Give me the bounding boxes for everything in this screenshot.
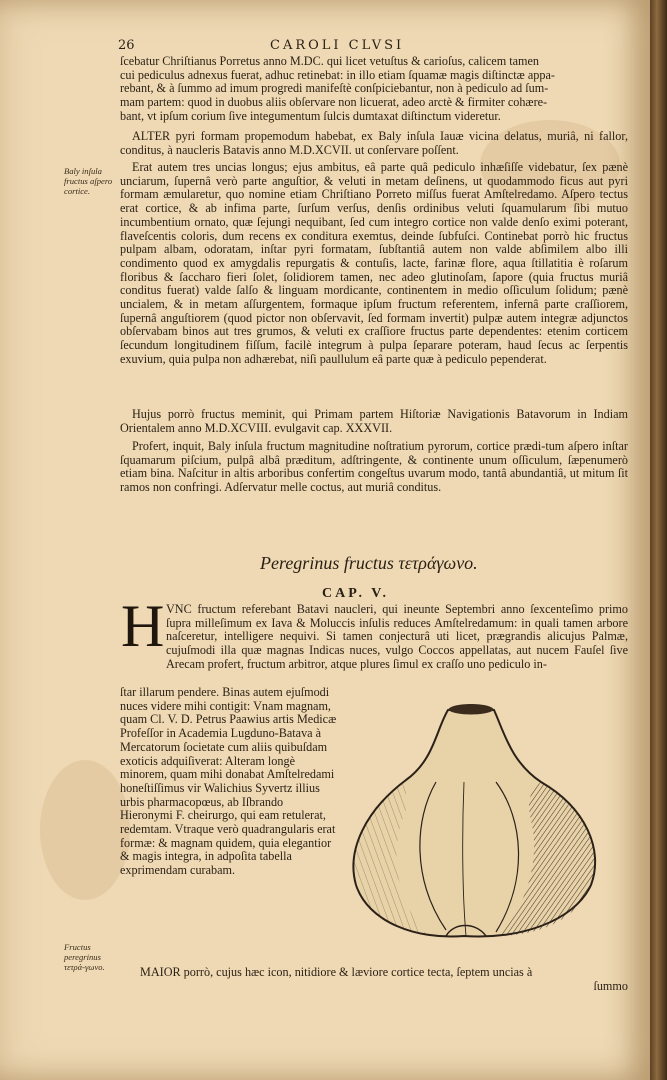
hujus-text: Hujus porrò fructus meminit, qui Primam partem Hiſtoriæ Navigationis Batavorum in Indiam Orientalem anno M.D.XCVIII. evulgavit cap. XXXVII.: [120, 407, 628, 435]
chapter-number: CAP. V.: [322, 586, 390, 601]
profert-paragraph: [120, 440, 628, 495]
fruit-body: [353, 704, 595, 937]
text-line: cui pediculus adnexus fuerat, adhuc retinebat: in illo etiam ſquamæ magis diſtinctæ appa-: [120, 67, 555, 82]
paper-stain: [40, 760, 130, 900]
hujus-paragraph: [120, 408, 628, 435]
profert-text: Profert, inquit, Baly inſula fructum magnitudine noſtratium pyrorum, cortice prædi-tum aſpero inſtar ſquamarum piſcium, pulpâ albâ præditum, adſtringente, & continente unum oſſiculum, ſæpenumerò etiam bina. Naſcitur in altis arboribus confertim congeſtus uvarum modo, tantâ abundantiâ, ut mitum ſit ramos non confringi. Adſervatur melle coctus, aut muriâ conditus.: [120, 439, 628, 495]
opening-text: VNC fructum referebant Batavi naucleri, qui ineunte Septembri anno ſexcenteſimo primo ſupra milleſimum ex Iava & Moluccis inſulis reduces Amſtelredamum: in quali tamen arbore naſceretur, intelligere nequivi. Si tamen conjecturâ uti licet, prægrandis alicujus Palmæ, cujuſmodi illa quæ magnas Indicas nuces, vulgo Coccos appellatas, aut nucem Fauſel ſive Arecam profert, fructum arbitror, atque plures ſimul ex craſſo uno pediculo in-: [166, 602, 628, 671]
alter-paragraph: [120, 130, 628, 157]
alter-text: ALTER pyri formam propemodum habebat, ex Baly inſula Iauæ vicina delatus, muriâ, ni fallor, conditus, à naucleris Batavis anno M.D.XCVII. ut conſervare poſſent.: [120, 129, 628, 157]
catchword: ſummo: [593, 978, 628, 993]
erat-paragraph: [120, 161, 628, 367]
erat-text: Erat autem tres uncias longus; ejus ambitus, eâ parte quâ pediculo inhæſiſſe videbatur, ſex pænè unciarum, ſupernâ verò parte anguſtior, & veluti in metam deſinens, ut quodammodo ficus aut pyri formam æmularetur, quo nomine etiam Chriſtiano Porreto miſſus fuerat Amſtelredamo. Aſpero tectus erat cortice, & ab infima parte, ſurſum verſus, denſis ordinibus veluti ſquamularum ſibi mutuo incumbentium ornato, quæ ſejungi nequibant, ſed cum integro cortice non valde denſo eximi poterant, flaveſcentis coloris, dum recens ex conditura exemtus, deinde ſubfuſci. Continebat porrò hic fructus pulpam albam, odoratam, inſtar pyri formatam, ſubſtantiâ autem non valde abſimilem albo illi condimento quod ex amygdalis repurgatis & contuſis, lacte, farinæ flore, aqua ſtillatitia è roſarum floribus & ſaccharo fieri ſolet, ſolidiorem tamen, nec adeo glutinoſam, ſapore (quia fructus muriâ conditus fuerat) valde ſalſo & linguam mordicante, continentem in medio oſſiculum ſolidum; pænè uncialem, & in metam aſſurgentem, formaque ipſum fructum referentem, infernâ parte craſſiorem, ſupernâ anguſtiorem (quod pictor non obſervavit, ſed formam invertit) pulpæ autem integræ adjunctos obſervabam binos aut tres grumos, & veluti ex craſſiore fructus parte dependentes: etenim corticem ſecundum longitudinem fiſſum, facilè integrum à pulpa ſeparare poteram, haud ſecus ac ſerpentis exuvium, quia pulpa non adhærebat, niſi paullulum eâ parte quæ à pediculo pependerat.: [120, 160, 628, 366]
text-line: rebant, & à ſummo ad imum progredi manifeſtè conſpiciebantur, non à pediculo ad ſum-: [120, 81, 549, 96]
margin-note-baly: Baly inſula fructus aſpero cortice.: [64, 166, 113, 196]
closing-paragraph: [120, 966, 628, 993]
text-line: mam partem: quod in duobus aliis obſervare non licuerat, adeo arctè & firmiter cohære-: [120, 95, 548, 110]
book-edge: [650, 0, 667, 1080]
intro-paragraph: [120, 55, 628, 124]
page-number: 26: [118, 38, 135, 53]
fruit-illustration: [336, 690, 608, 950]
chapter-title: Peregrinus fructus τετράγωνο.: [260, 553, 478, 573]
chapter-column-text: [120, 686, 338, 878]
running-head: CAROLI CLVSI: [270, 38, 405, 53]
closing-text: MAIOR porrò, cujus hæc icon, nitidiore & læviore cortice tecta, ſeptem uncias à: [140, 965, 533, 979]
column-text: ſtar illarum pendere. Binas autem ejuſmodi nuces videre mihi contigit: Vnam magnam, quam Cl. V. D. Petrus Paawius artis Medicæ Profeſſor in Academia Lugduno-Batava à Mercatorum ſocietate cum aliis quibuſdam exoticis adquiſiverat: Alteram longè minorem, quam mihi donabat Amſtelredami honeſtiſſimus vir Walichius Syvertz illius urbis pharmacopœus, ab Iſbrando Hieronymi F. cheirurgo, qui eam retulerat, redemtam. Vtraque verò quadrangularis erat formæ: & magnam quidem, quia elegantior & magis integra, in adpoſita tabella exprimendam curabam.: [120, 685, 337, 878]
margin-note-peregrinus: Fructus peregrinus τετρά-γωνο.: [64, 942, 105, 972]
text-line: bant, vt ipſum corium ſive integumentum ſulcis dumtaxat diſtinctum videretur.: [120, 108, 501, 123]
chapter-opening: [120, 603, 628, 672]
drop-cap: H: [121, 593, 165, 659]
text-line: ſcebatur Chriſtianus Porretus anno M.DC. qui licet vetuſtus & carioſus, calicem tamen: [120, 54, 540, 68]
